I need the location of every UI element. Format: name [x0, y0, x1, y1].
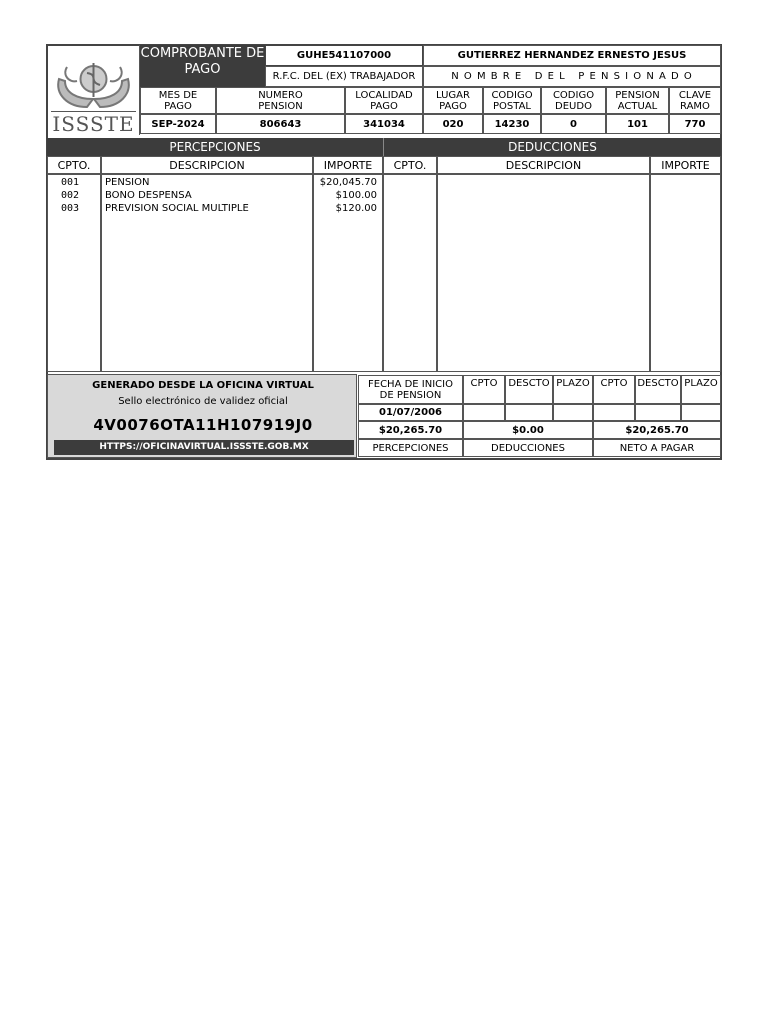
- field-value: 0: [570, 118, 577, 130]
- table-row: [47, 189, 383, 202]
- loan-cell: [635, 404, 681, 421]
- field-value: 806643: [259, 118, 302, 130]
- ded-body-desc: [437, 174, 650, 372]
- field-value: 14230: [494, 118, 530, 130]
- seal-label: Sello electrónico de validez oficial: [118, 396, 288, 407]
- field-label: CODIGO POSTAL: [491, 89, 533, 112]
- field-lugar-pago-label: [423, 87, 483, 114]
- issste-emblem-icon: [47, 49, 140, 119]
- perc-col-desc: [101, 156, 313, 174]
- perceptions-header: [47, 138, 383, 156]
- loan-cell: [505, 404, 553, 421]
- perc-col-importe: [313, 156, 383, 174]
- total-perceptions-value: [358, 421, 463, 439]
- col-header: CPTO.: [57, 158, 91, 172]
- total-ded-text: $0.00: [512, 424, 544, 436]
- loan-cell: [593, 404, 635, 421]
- row-importe: $20,045.70: [319, 177, 377, 188]
- rfc-value: [265, 45, 423, 66]
- total-perc-text: $20,265.70: [378, 424, 443, 436]
- rfc-value-text: GUHE541107000: [296, 50, 392, 61]
- loan-col-plazo-1: [553, 375, 593, 404]
- row-desc: PREVISION SOCIAL MULTIPLE: [105, 203, 249, 214]
- ded-body-cpto: [383, 174, 437, 372]
- ded-col-cpto: [383, 156, 437, 174]
- field-codigo-deudo-value: [541, 114, 606, 134]
- total-deductions-value: [463, 421, 593, 439]
- field-value: SEP-2024: [151, 118, 205, 130]
- url-text: HTTPS://OFICINAVIRTUAL.ISSSTE.GOB.MX: [99, 442, 309, 452]
- field-localidad-pago-label: [345, 87, 423, 114]
- loan-col-label: CPTO: [600, 378, 628, 389]
- loan-cell: [553, 404, 593, 421]
- perc-label-text: PERCEPCIONES: [372, 442, 449, 454]
- field-label: PENSION ACTUAL: [615, 89, 660, 112]
- net-pay-label: [593, 439, 721, 457]
- field-codigo-deudo-label: [541, 87, 606, 114]
- ded-body-importe: [650, 174, 721, 372]
- field-value: 101: [627, 118, 648, 130]
- table-row: [47, 202, 383, 215]
- table-row: [47, 176, 383, 189]
- loan-col-label: CPTO: [470, 378, 498, 389]
- total-deductions-label: [463, 439, 593, 457]
- col-header: DESCRIPCION: [169, 158, 245, 172]
- perc-col-cpto: [47, 156, 101, 174]
- col-header: CPTO.: [393, 158, 427, 172]
- pensioner-name-label: [423, 66, 721, 87]
- rfc-label-text: R.F.C. DEL (EX) TRABAJADOR: [272, 71, 416, 82]
- ded-col-importe: [650, 156, 721, 174]
- logo-underline: [51, 111, 136, 112]
- loan-cell: [463, 404, 505, 421]
- field-mes-de-pago-label: [140, 87, 216, 114]
- row-cpto: 002: [61, 190, 80, 201]
- row-cpto: 003: [61, 203, 80, 214]
- row-cpto: 001: [61, 177, 80, 188]
- generated-label: GENERADO DESDE LA OFICINA VIRTUAL: [92, 380, 314, 391]
- field-mes-de-pago-value: [140, 114, 216, 134]
- field-clave-ramo-value: [669, 114, 721, 134]
- field-value: 020: [442, 118, 464, 130]
- net-text: $20,265.70: [625, 424, 689, 436]
- perceptions-title: PERCEPCIONES: [169, 140, 261, 154]
- field-value: 341034: [363, 118, 405, 130]
- deductions-header: [383, 138, 721, 156]
- ded-label-text: DEDUCCIONES: [491, 442, 565, 454]
- loan-col-label: PLAZO: [556, 378, 590, 389]
- start-date-value: [358, 404, 463, 421]
- loan-col-descto-2: [635, 375, 681, 404]
- loan-col-label: DESCTO: [508, 378, 550, 389]
- rfc-label: [265, 66, 423, 87]
- field-lugar-pago-value: [423, 114, 483, 134]
- row-importe: $120.00: [335, 203, 377, 214]
- field-pension-actual-value: [606, 114, 669, 134]
- field-label: LOCALIDAD PAGO: [355, 89, 413, 112]
- start-label-text: FECHA DE INICIO DE PENSION: [368, 378, 453, 401]
- field-clave-ramo-label: [669, 87, 721, 114]
- start-date-label: [358, 375, 463, 404]
- net-pay-value: [593, 421, 721, 439]
- url-bar: [54, 440, 354, 455]
- field-codigo-postal-value: [483, 114, 541, 134]
- field-value: 770: [684, 118, 706, 130]
- field-localidad-pago-value: [345, 114, 423, 134]
- deductions-title: DEDUCCIONES: [508, 140, 597, 154]
- row-importe: $100.00: [335, 190, 377, 201]
- field-numero-pension-label: [216, 87, 345, 114]
- total-perceptions-label: [358, 439, 463, 457]
- net-label-text: NETO A PAGAR: [619, 442, 695, 454]
- logo-text: ISSSTE: [52, 112, 135, 136]
- col-header: DESCRIPCION: [505, 158, 582, 172]
- loan-col-plazo-2: [681, 375, 721, 404]
- loan-cell: [681, 404, 721, 421]
- field-label: NUMERO PENSION: [258, 89, 303, 112]
- field-label: CLAVE RAMO: [678, 89, 712, 112]
- ded-col-desc: [437, 156, 650, 174]
- pensioner-name-label-text: N O M B R E D E L P E N S I O N A D O: [451, 71, 693, 82]
- pensioner-name: [423, 45, 721, 66]
- loan-col-label: DESCTO: [637, 378, 679, 389]
- field-pension-actual-label: [606, 87, 669, 114]
- doc-title: [140, 45, 265, 87]
- col-header: IMPORTE: [661, 158, 710, 172]
- row-desc: PENSION: [105, 177, 150, 188]
- field-codigo-postal-label: [483, 87, 541, 114]
- seal-code: 4V0076OTA11H107919J0: [93, 416, 313, 434]
- field-label: LUGAR PAGO: [436, 89, 470, 112]
- row-desc: BONO DESPENSA: [105, 190, 192, 201]
- loan-col-label: PLAZO: [684, 378, 718, 389]
- field-label: CODIGO DEUDO: [552, 89, 595, 112]
- pensioner-name-text: GUTIERREZ HERNANDEZ ERNESTO JESUS: [457, 50, 687, 61]
- doc-title-text: COMPROBANTE DE PAGO: [140, 46, 265, 77]
- virtual-office-panel: [47, 374, 357, 458]
- loan-col-cpto-2: [593, 375, 635, 404]
- loan-col-descto-1: [505, 375, 553, 404]
- col-header: IMPORTE: [323, 158, 373, 172]
- field-numero-pension-value: [216, 114, 345, 134]
- loan-col-cpto-1: [463, 375, 505, 404]
- logo-box: [47, 45, 140, 135]
- field-label: MES DE PAGO: [158, 89, 198, 112]
- start-value-text: 01/07/2006: [379, 407, 442, 418]
